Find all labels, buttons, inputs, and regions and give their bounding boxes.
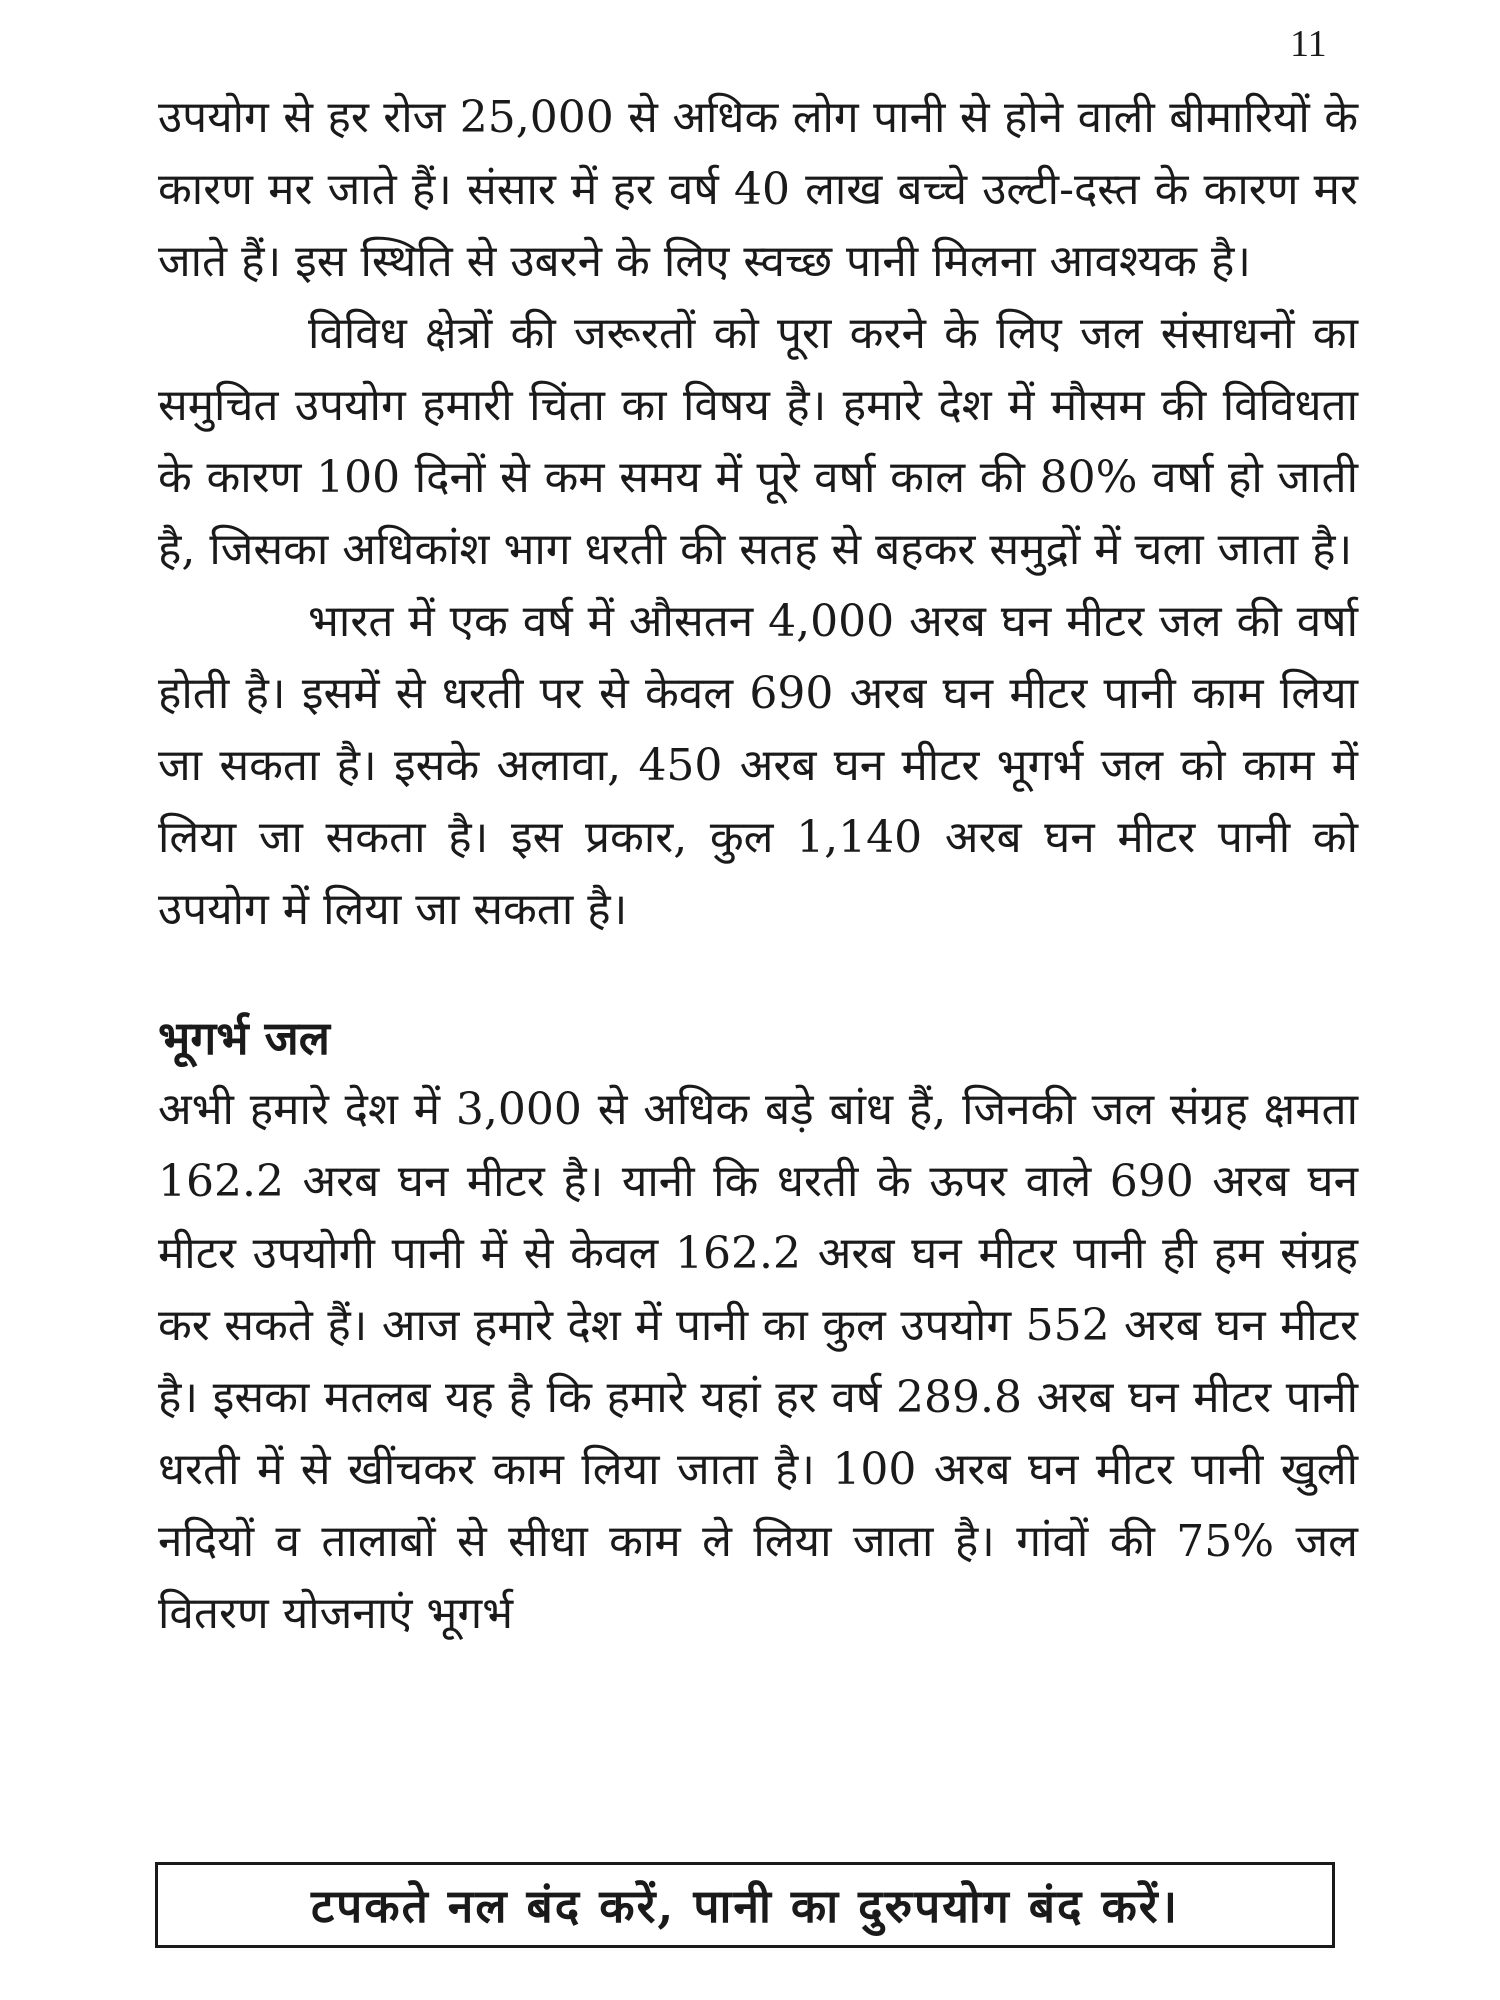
page-body — [158, 82, 1358, 1842]
paragraph-3: भारत में एक वर्ष में औसतन 4,000 अरब घन मीटर जल की वर्षा होती है। इसमें से धरती पर से केवल 690 अरब घन मीटर पानी काम लिया जा सकता है। इसके अलावा, 450 अरब घन मीटर भूगर्भ जल को काम में लिया जा सकता है। इस प्रकार, कुल 1,140 अरब घन मीटर पानी को उपयोग में लिया जा सकता है। — [158, 596, 1358, 935]
footer-slogan-box — [155, 1862, 1335, 1948]
section-paragraph: अभी हमारे देश में 3,000 से अधिक बड़े बांध हैं, जिनकी जल संग्रह क्षमता 162.2 अरब घन मीटर है। यानी कि धरती के ऊपर वाले 690 अरब घन मीटर उपयोगी पानी में से केवल 162.2 अरब घन मीटर पानी ही हम संग्रह कर सकते हैं। आज हमारे देश में पानी का कुल उपयोग 552 अरब घन मीटर है। इसका मतलब यह है कि हमारे यहां हर वर्ष 289.8 अरब घन मीटर पानी धरती में से खींचकर काम लिया जाता है। 100 अरब घन मीटर पानी खुली नदियों व तालाबों से सीधा काम ले लिया जाता है। गांवों की 75% जल वितरण योजनाएं भूगर्भ — [158, 1084, 1358, 1639]
paragraph-2: विविध क्षेत्रों की जरूरतों को पूरा करने के लिए जल संसाधनों का समुचित उपयोग हमारी चिंता का विषय है। हमारे देश में मौसम की विविधता के कारण 100 दिनों से कम समय में पूरे वर्षा काल की 80% वर्षा हो जाती है, जिसका अधिकांश भाग धरती की सतह से बहकर समुद्रों में चला जाता है। — [158, 308, 1358, 575]
page-number: 11 — [1290, 23, 1327, 65]
section-heading: भूगर्भ जल — [158, 1011, 330, 1065]
footer-slogan-text: टपकते नल बंद करें, पानी का दुरुपयोग बंद करें। — [310, 1879, 1180, 1933]
paragraph-1: उपयोग से हर रोज 25,000 से अधिक लोग पानी से होने वाली बीमारियों के कारण मर जाते हैं। संसार में हर वर्ष 40 लाख बच्चे उल्टी-दस्त के कारण मर जाते हैं। इस स्थिति से उबरने के लिए स्वच्छ पानी मिलना आवश्यक है। — [158, 92, 1358, 287]
